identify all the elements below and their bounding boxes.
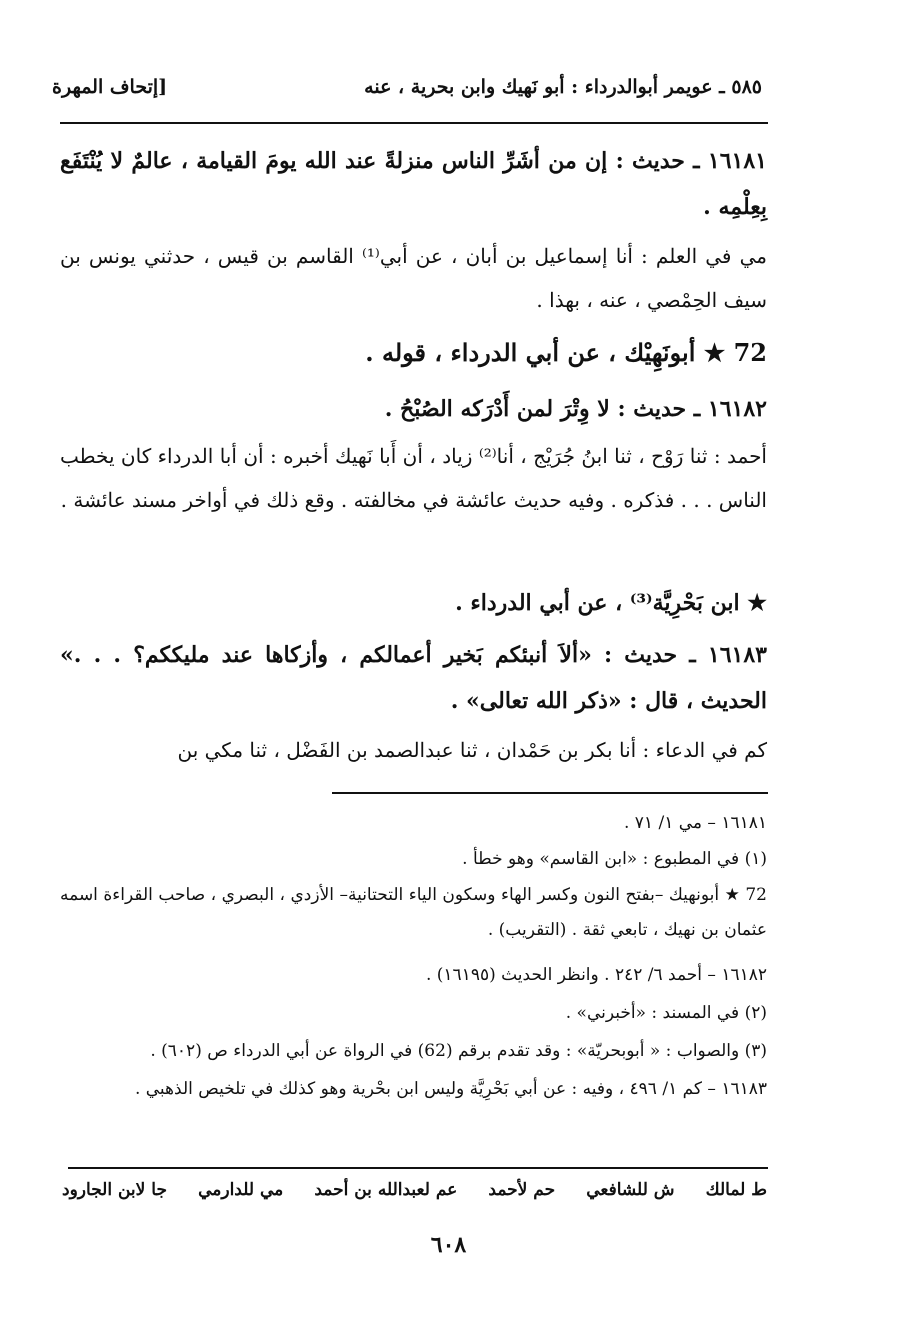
footnote-2: (٢) في المسند : «أخبرني» .	[565, 1003, 767, 1023]
narrator-72-heading: 72 ★ أبونَهِيْك ، عن أبي الدرداء ، قوله .	[365, 338, 767, 367]
hadith-16181-title: ١٦١٨١ ـ حديث : إن من أشَرِّ الناس منزلةً عند الله يومَ القيامة ، عالمٌ لا يُنْتَفَع بِعِلْمِه .	[60, 148, 767, 220]
hadith-16182-isnad: أحمد : ثنا رَوْح ، ثنا ابنُ جُرَيْج ، أنا⁽²⁾ زياد ، أن أَبا نَهيك أخبره : أن أبا الدرداء كان يخطب الناس . . . فذكره . وفيه حديث عائشة في مخالفته . وقع ذلك في أواخر مسند عائشة .	[60, 444, 767, 512]
hadith-16183-title: ١٦١٨٣ ـ حديث : «ألاَ أنبئكم بَخير أعمالكم ، وأزكاها عند مليككم؟ . . .» الحديث ، قال : «ذكر الله تعالى» .	[60, 642, 767, 714]
legend-item-shafii: ش للشافعي	[586, 1180, 675, 1200]
narrator-ibn-bahriyya-heading: ★ ابن بَحْرِيَّة⁽³⁾ ، عن أبي الدرداء .	[455, 590, 767, 616]
hadith-16181-isnad: مي في العلم : أنا إسماعيل بن أبان ، عن أبي⁽¹⁾ القاسم بن قيس ، حدثني يونس بن سيف الحِمْصي ، عنه ، بهذا .	[60, 244, 767, 312]
footnote-3: (٣) والصواب : « أبوبحريّة» : وقد تقدم برقم (62) في الرواة عن أبي الدرداء ص (٦٠٢) .	[150, 1041, 767, 1061]
footnote-16181: ١٦١٨١ – مي ١/ ٧١ .	[623, 813, 767, 833]
header-rule	[60, 122, 768, 124]
legend-item-malik: ط لمالك	[705, 1180, 767, 1200]
hadith-16182-title: ١٦١٨٢ ـ حديث : لا وِتْرَ لمن أَدْرَكه الصُبْحُ .	[384, 396, 767, 422]
legend-item-ibn-jarud: جا لابن الجارود	[62, 1180, 167, 1200]
footnote-1: (١) في المطبوع : «ابن القاسم» وهو خطأ .	[462, 849, 767, 869]
hadith-16183-isnad: كم في الدعاء : أنا بكر بن حَمْدان ، ثنا عبدالصمد بن الفَضْل ، ثنا مكي بن	[177, 738, 767, 762]
legend-item-abdullah: عم لعبدالله بن أحمد	[314, 1180, 458, 1200]
footnote-16183: ١٦١٨٣ – كم ١/ ٤٩٦ ، وفيه : عن أبي بَحْرِيَّة وليس ابن بحْرية وهو كذلك في تلخيص الذهبي .	[134, 1079, 767, 1099]
footnote-72: 72 ★ أبونهيك –بفتح النون وكسر الهاء وسكون الياء التحتانية– الأزدي ، البصري ، صاحب القراءة اسمه عثمان بن نهيك ، تابعي ثقة . (التقريب) .	[60, 885, 767, 940]
legend-item-darimi: مي للدارمي	[198, 1180, 284, 1200]
header-book-title: [إتحاف المهرة	[52, 76, 168, 98]
legend-item-ahmad: حم لأحمد	[488, 1180, 556, 1200]
footnotes-rule	[332, 792, 768, 794]
legend-rule	[68, 1167, 768, 1169]
footnote-16182: ١٦١٨٢ – أحمد ٦/ ٢٤٢ . وانظر الحديث (١٦١٩٥) .	[425, 965, 767, 985]
abbreviation-legend	[62, 1180, 767, 1200]
header-chapter-title: ٥٨٥ ـ عويمر أبوالدرداء : أبو نَهيك وابن بحرية ، عنه	[364, 76, 762, 98]
page-number: ٦٠٨	[430, 1232, 467, 1258]
